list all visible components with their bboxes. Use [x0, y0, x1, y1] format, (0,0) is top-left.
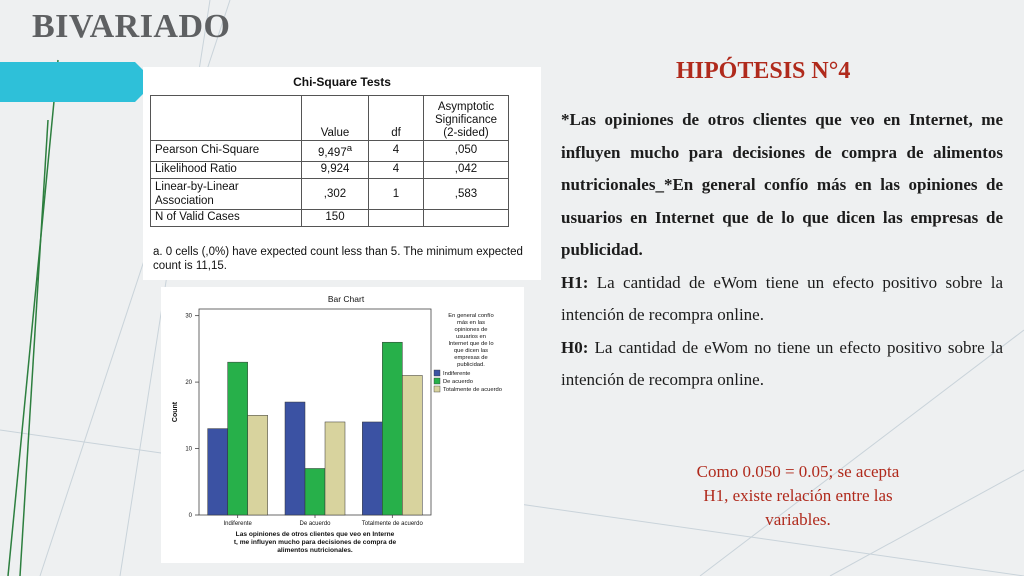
bar: [228, 362, 248, 515]
h1-paragraph: [561, 267, 1003, 332]
row-value: 9,924: [302, 161, 369, 178]
row-label: Pearson Chi-Square: [151, 141, 302, 162]
bar-chart: [161, 287, 524, 563]
table-row: [151, 141, 509, 162]
legend-label: Totalmente de acuerdo: [443, 387, 502, 393]
x-axis-label: t, me influyen mucho para decisiones de compra de: [233, 539, 397, 546]
chi-table-footnote: a. 0 cells (,0%) have expected count less than 5. The minimum expected count is 11,15.: [153, 246, 523, 272]
title-accent-arrow: [0, 62, 135, 102]
bar: [382, 342, 402, 515]
chi-header-significance: Asymptotic Significance (2-sided): [424, 96, 509, 141]
row-df: 4: [369, 161, 424, 178]
row-df: 1: [369, 178, 424, 209]
h1-label: H1:: [561, 272, 589, 292]
chi-header-df: df: [369, 96, 424, 141]
y-tick-label: 0: [188, 513, 192, 519]
legend-title: que dicen las: [453, 348, 489, 354]
chi-header-empty: [151, 96, 302, 141]
legend-swatch: [434, 386, 440, 392]
row-value: 150: [302, 209, 369, 226]
h1-text: La cantidad de eWom tiene un efecto positivo sobre la intención de recompra online.: [561, 272, 1003, 324]
legend-title: publicidad.: [457, 362, 485, 368]
row-label: N of Valid Cases: [151, 209, 302, 226]
hypothesis-statement: *Las opiniones de otros clientes que veo en Internet, me influyen mucho para decisiones de compra de alimentos nutricionales_*En general confío más en las opiniones de usuarios en Internet que de lo que dicen las empresas de publicidad.: [561, 110, 1003, 259]
table-row: [151, 178, 509, 209]
h0-label: H0:: [561, 337, 589, 357]
row-sig: ,050: [424, 141, 509, 162]
row-label: Linear-by-Linear Association: [151, 178, 302, 209]
y-axis-label: Count: [172, 401, 179, 423]
y-tick-label: 20: [185, 380, 192, 387]
bar: [362, 422, 382, 515]
x-tick-label: Totalmente de acuerdo: [361, 521, 423, 527]
legend-swatch: [434, 370, 440, 376]
row-label: Likelihood Ratio: [151, 161, 302, 178]
x-axis-label: alimentos nutricionales.: [277, 547, 353, 554]
hypothesis-text: [561, 104, 1003, 397]
row-value: 9,497$^a$: [302, 141, 369, 162]
legend-label: De acuerdo: [443, 379, 473, 385]
row-sig: ,583: [424, 178, 509, 209]
y-tick-label: 30: [185, 313, 192, 320]
legend-title: empresas de: [454, 355, 488, 361]
bar: [248, 415, 268, 515]
table-row: [151, 161, 509, 178]
bar: [285, 402, 305, 515]
x-tick-label: De acuerdo: [299, 521, 331, 527]
legend-title: En general confío: [448, 313, 494, 319]
slide-title: BIVARIADO: [32, 8, 231, 45]
bar-chart-image: [161, 287, 524, 563]
legend-title: usuarios en: [456, 334, 486, 340]
bar: [208, 429, 228, 515]
bar: [325, 422, 345, 515]
y-tick-label: 10: [185, 446, 192, 453]
hypothesis-title: HIPÓTESIS N°4: [676, 58, 851, 84]
legend-label: Indiferente: [443, 371, 471, 377]
table-row: [151, 209, 509, 226]
chi-square-table-image: [143, 67, 541, 280]
x-tick-label: Indiferente: [223, 521, 252, 527]
h0-text: La cantidad de eWom no tiene un efecto positivo sobre la intención de recompra online.: [561, 337, 1003, 389]
chart-title: Bar Chart: [327, 294, 365, 304]
chi-header-value: Value: [302, 96, 369, 141]
h0-paragraph: [561, 332, 1003, 397]
x-axis-label: Las opiniones de otros clientes que veo en Interne: [235, 531, 395, 538]
chi-square-table: [150, 95, 509, 227]
bar: [402, 375, 422, 515]
row-df: 4: [369, 141, 424, 162]
conclusion-text: Como 0.050 = 0.05; se acepta H1, existe relación entre las variables.: [696, 462, 900, 529]
legend-title: opiniones de: [454, 327, 488, 333]
row-sig: [424, 209, 509, 226]
chi-table-title: Chi-Square Tests: [293, 75, 391, 89]
legend-swatch: [434, 378, 440, 384]
legend-title: más en las: [456, 320, 486, 326]
row-sig: ,042: [424, 161, 509, 178]
legend-title: Internet que de lo: [448, 341, 494, 347]
row-df: [369, 209, 424, 226]
row-value: ,302: [302, 178, 369, 209]
bar: [305, 468, 325, 515]
